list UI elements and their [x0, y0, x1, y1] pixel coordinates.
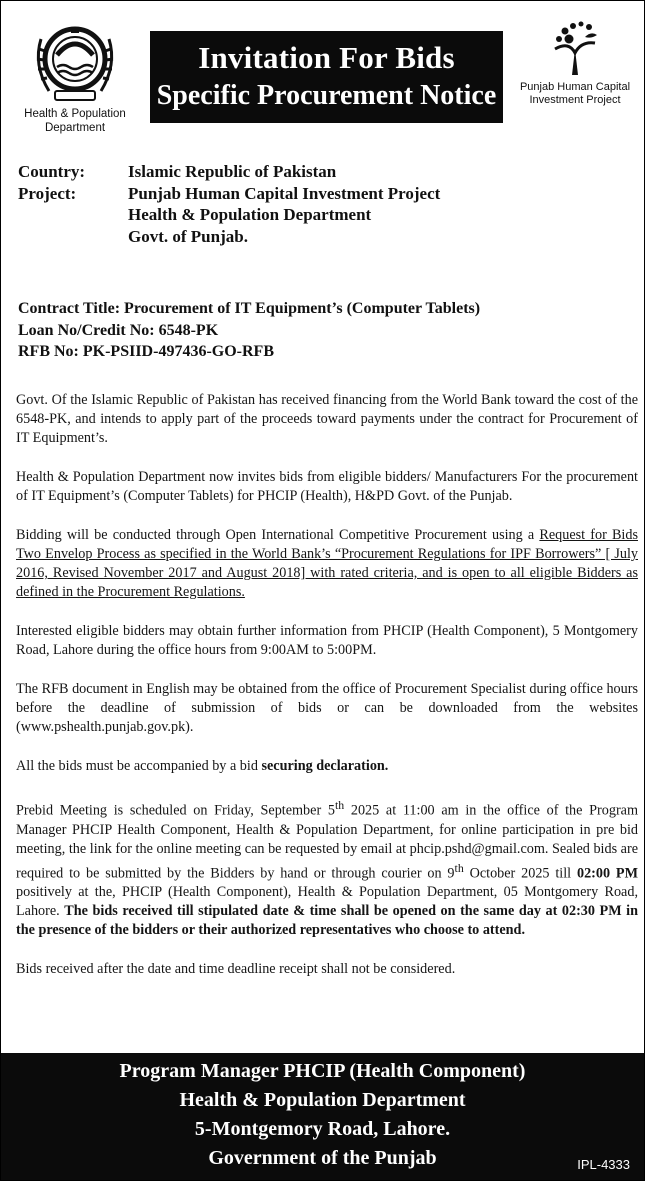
- project-value-line3: Govt. of Punjab.: [128, 226, 248, 246]
- bid-security-bold: securing declaration.: [261, 758, 389, 774]
- phcip-logo: [509, 19, 641, 107]
- bid-security-intro: All the bids must be accompanied by a bid: [16, 758, 262, 774]
- prebid-text-d: positively at the, PHCIP (Health Component), Health & Population Department, 05 Montgomery Road, Lahore.: [16, 884, 638, 920]
- financing-paragraph: Govt. Of the Islamic Republic of Pakistan has received financing from the World Bank toward the cost of the 6548-PK, and intends to apply part of the proceeds toward payments under the contract for Procurement of IT Equipment’s.: [16, 392, 638, 446]
- notice-body: [16, 391, 638, 999]
- ad-reference-number: IPL-4333: [577, 1157, 630, 1172]
- prebid-deadline-time: 02:00 PM: [576, 865, 638, 882]
- bid-security-paragraph: [16, 757, 638, 776]
- project-value-line1: Punjab Human Capital Investment Project: [128, 183, 441, 203]
- project-row: [18, 183, 638, 248]
- bidding-method-intro: Bidding will be conducted through Open International Competitive Procurement using a: [16, 527, 540, 543]
- rfb-number: RFB No: PK-PSIID-497436-GO-RFB: [18, 343, 274, 360]
- left-logo-caption-line1: Health & Population: [24, 108, 126, 120]
- prebid-text-a: Prebid Meeting is scheduled on Friday, September 5: [16, 802, 335, 819]
- left-logo-caption-line2: Department: [44, 122, 106, 134]
- footer-band: [1, 1053, 644, 1180]
- right-logo-caption-line1: Punjab Human Capital: [519, 81, 631, 93]
- project-info: [18, 161, 638, 247]
- bidding-method-underlined: Request for Bids Two Envelop Process as specified in the World Bank’s “Procurement Regulations for IPF Borrowers” [ July 2016, Revised November 2017 and August 2018] with rated criteria, and is open to all eligible Bidders as defined in the Procurement Regulations.: [16, 527, 638, 600]
- bidding-method-paragraph: [16, 526, 638, 602]
- country-label: Country:: [18, 162, 86, 181]
- prebid-sup-1: th: [334, 798, 345, 812]
- loan-number: Loan No/Credit No: 6548-PK: [18, 321, 219, 339]
- rfb-document-paragraph: The RFB document in English may be obtained from the office of Procurement Specialist during office hours before the deadline of submission of bids or can be downloaded from the websites (www.pshealth.punjab.gov.pk).: [16, 681, 638, 735]
- footer-line1: Program Manager PHCIP (Health Component): [119, 1060, 526, 1082]
- prebid-sup-2: th: [454, 860, 464, 875]
- title-banner: [150, 31, 503, 123]
- information-paragraph: Interested eligible bidders may obtain further information from PHCIP (Health Component), 5 Montgomery Road, Lahore during the office hours from 9:00AM to 5:00PM.: [16, 623, 638, 658]
- health-department-logo: [11, 15, 139, 135]
- phcip-figure-logo-icon: [545, 19, 605, 77]
- country-row: [18, 161, 638, 183]
- invitation-title: Invitation For Bids: [198, 40, 455, 75]
- footer-line2: Health & Population Department: [179, 1089, 466, 1111]
- prebid-meeting-paragraph: [16, 796, 638, 940]
- prebid-text-c: October 2025 till: [463, 865, 577, 882]
- project-label: Project:: [18, 183, 77, 203]
- prebid-opening-bold: The bids received till stipulated date & time shall be opened on the same day at 02:30 PM in the presence of the bidders or their authorized representatives who choose to attend.: [16, 903, 638, 939]
- footer-line3: 5-Montgemory Road, Lahore.: [194, 1118, 451, 1140]
- invitation-paragraph: Health & Population Department now invites bids from eligible bidders/ Manufacturers For the procurement of IT Equipment’s (Computer Tablets) for PHCIP (Health), H&PD Govt. of the Punjab.: [16, 469, 638, 504]
- contract-title: Contract Title: Procurement of IT Equipment’s (Computer Tablets): [18, 300, 481, 317]
- footer-line4: Government of the Punjab: [208, 1147, 437, 1169]
- prebid-text-b: 2025 at 11:00 am in the office of the Program Manager PHCIP Health Component, Health & Population Department, for online participation in pre bid meeting, the link for the online meeting can be requested by email at phcip.pshd@gmail.com. Sealed bids are required to be submitted by the Bidders by hand or through courier on 9: [16, 802, 639, 882]
- punjab-emblem-icon: [27, 15, 123, 105]
- project-value-line2: Health & Population Department: [128, 205, 372, 224]
- late-bids-paragraph: Bids received after the date and time deadline receipt shall not be considered.: [16, 961, 456, 978]
- right-logo-caption-line2: Investment Project: [529, 94, 621, 106]
- country-value: Islamic Republic of Pakistan: [128, 162, 337, 181]
- header: [1, 1, 644, 151]
- procurement-notice-title: Specific Procurement Notice: [156, 80, 497, 111]
- contract-info: [18, 298, 638, 363]
